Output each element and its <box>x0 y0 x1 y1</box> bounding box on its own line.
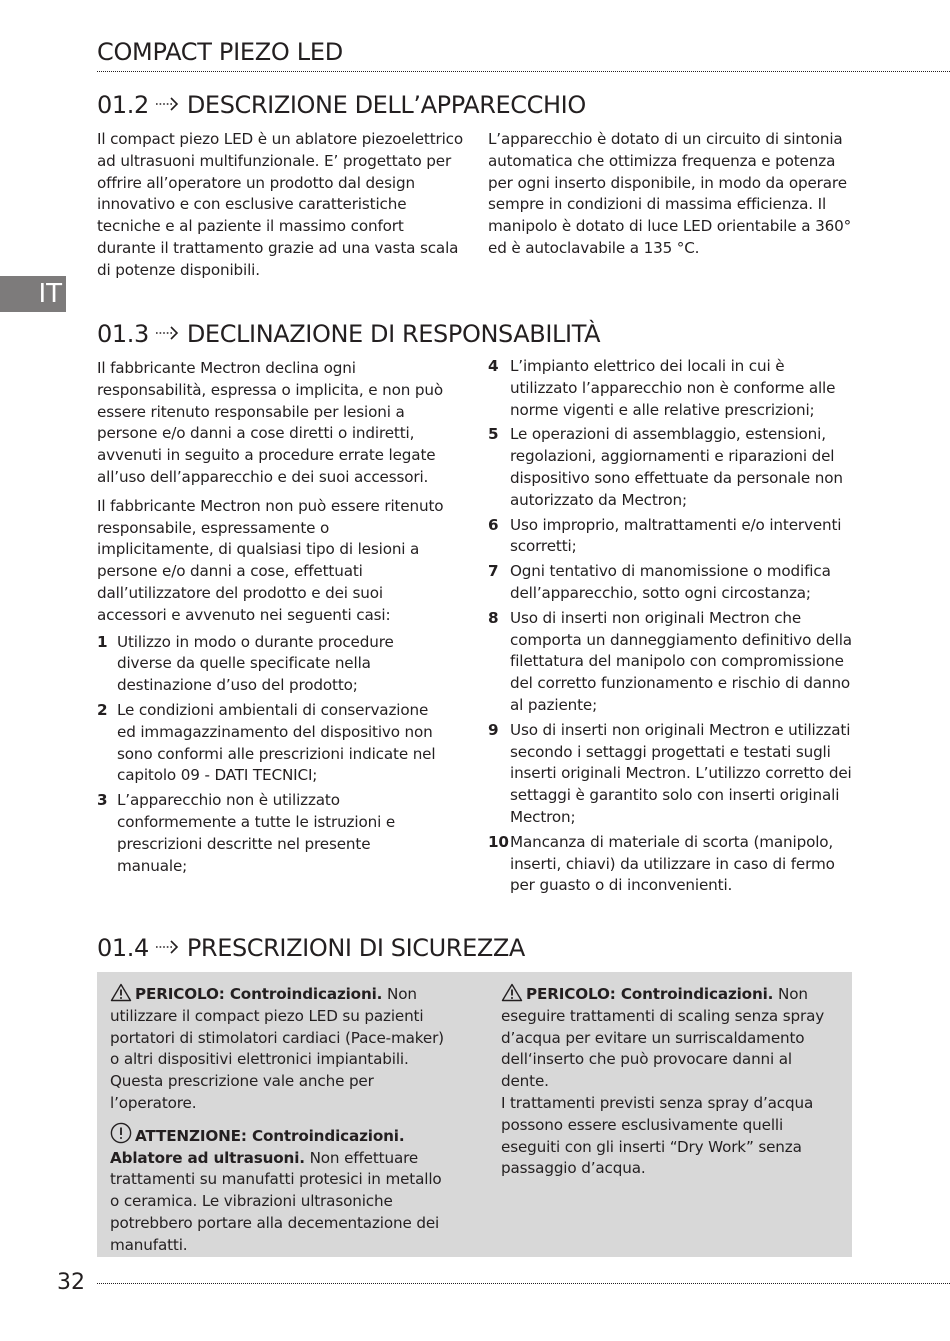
warnings-right-column <box>501 983 841 1180</box>
page-number: 32 <box>57 1270 85 1295</box>
section-number: 01.2 <box>97 91 149 119</box>
list-number: 10 <box>488 832 509 851</box>
list-text: L’apparecchio non è utilizzato conformemente a tutte le istruzioni e prescrizioni descritte nel presente manuale; <box>117 791 396 875</box>
paragraph: L’apparecchio è dotato di un circuito di sintonia automatica che ottimizza frequenza e potenza per ogni inserto disponibile, in modo da operare sempre in condizioni di massima efficienza. Il manipolo è dotato di luce LED orientabile a 360° ed è autoclavabile a 135 °C. <box>488 130 852 257</box>
footer-divider <box>97 1283 950 1284</box>
list-text: Le operazioni di assemblaggio, estensioni, regolazioni, aggiornamenti e riparazioni del dispositivo sono effettuate da personale non autorizzato da Mectron; <box>510 425 843 509</box>
list-number: 5 <box>488 425 499 444</box>
warning-note: I trattamenti previsti senza spray d’acqua possono essere esclusivamente quelli eseguiti con gli inserti “Dry Work” senza passaggio d’acqua. <box>501 1093 814 1178</box>
warning-triangle-icon <box>110 983 132 1002</box>
list-text: Uso di inserti non originali Mectron che comporta un danneggiamento definitivo della filettatura del manipolo con compromissione del corretto funzionamento e rischio di danno al paziente; <box>510 608 852 714</box>
section-heading-01-2 <box>97 89 586 121</box>
list-item <box>488 424 854 511</box>
section-number: 01.4 <box>97 934 149 962</box>
list-text: Uso di inserti non originali Mectron e utilizzati secondo i settaggi progettati e testati sugli inserti originali Mectron. L’utilizzo corretto dei settaggi è garantito solo con inserti originali Mectron; <box>510 720 852 826</box>
list-number: 3 <box>97 791 108 810</box>
paragraph: Il fabbricante Mectron non può essere ritenuto responsabile, espressamente o implicitamente, di qualsiasi tipo di lesioni a persone e/o danni a cose, effettuati dall’utilizzatore del prodotto e dei suoi accessori e avvenuto nei seguenti casi: <box>97 496 444 624</box>
list-item <box>488 608 854 717</box>
warning-label: PERICOLO: Controindicazioni. <box>526 985 774 1003</box>
section-01-3-left-column <box>97 358 445 877</box>
list-item <box>488 356 854 421</box>
danger-warning <box>110 983 450 1115</box>
danger-warning <box>501 983 841 1093</box>
arrow-icon <box>155 939 181 955</box>
section-title: DESCRIZIONE DELL’APPARECCHIO <box>186 91 586 119</box>
list-number: 1 <box>97 632 108 651</box>
caution-warning <box>110 1122 450 1257</box>
document-title: COMPACT PIEZO LED <box>97 38 343 66</box>
section-heading-01-3 <box>97 318 600 350</box>
list-text: Le condizioni ambientali di conservazione ed immagazzinamento del dispositivo non sono conformi alle prescrizioni indicate nel capitolo 09 - DATI TECNICI; <box>117 700 436 785</box>
list-item <box>488 720 854 829</box>
section-title: DECLINAZIONE DI RESPONSABILITÀ <box>186 320 601 348</box>
warnings-left-column <box>110 983 450 1257</box>
paragraph: Il compact piezo LED è un ablatore piezoelettrico ad ultrasuoni multifunzionale. E’ progettato per offrire all’operatore un prodotto dal design innovativo e con esclusive caratteristiche tecniche e al paziente il massimo confort durante il trattamento grazie ad una vasta scala di potenze disponibili. <box>97 130 464 279</box>
section-01-2-right-column <box>488 129 858 260</box>
attention-circle-icon <box>110 1122 132 1144</box>
liability-list-right <box>488 356 854 897</box>
language-tab: IT <box>0 276 66 312</box>
attention-label: ATTENZIONE: Controindicazioni. Ablatore ad ultrasuoni. <box>110 1126 405 1167</box>
list-number: 6 <box>488 515 499 534</box>
section-title: PRESCRIZIONI DI SICUREZZA <box>186 934 525 962</box>
list-item <box>488 561 854 605</box>
list-number: 4 <box>488 357 499 375</box>
list-item <box>488 515 854 559</box>
liability-list-left <box>97 632 445 878</box>
section-01-3-right-column <box>488 356 854 897</box>
warning-label: PERICOLO: Controindicazioni. <box>135 985 383 1003</box>
list-item <box>488 832 854 897</box>
warning-text: Non utilizzare il compact piezo LED su pazienti portatori di stimolatori cardiaci (Pace-maker) o altri dispositivi elettronici impiantabili. Questa prescrizione vale anche per l’operatore. <box>110 985 444 1112</box>
attention-text: Non effettuare trattamenti su manufatti protesici in metallo o ceramica. Le vibrazioni ultrasoniche potrebbero portare alla decementazione dei manufatti. <box>110 1148 442 1254</box>
warning-triangle-icon <box>501 983 523 1002</box>
list-text: Utilizzo in modo o durante procedure diverse da quelle specificate nella destinazione d’uso del prodotto; <box>117 632 394 695</box>
arrow-icon <box>155 96 181 112</box>
header-divider <box>97 71 950 72</box>
list-number: 7 <box>488 562 499 581</box>
list-number: 8 <box>488 608 499 627</box>
list-number: 9 <box>488 720 499 739</box>
list-text: Mancanza di materiale di scorta (manipolo, inserti, chiavi) da utilizzare in caso di fermo per guasto o di inconvenienti. <box>510 832 835 895</box>
list-number: 2 <box>97 700 108 719</box>
list-text: Ogni tentativo di manomissione o modifica dell’apparecchio, sotto ogni circostanza; <box>510 562 831 602</box>
warning-text: Non eseguire trattamenti di scaling senza spray d’acqua per evitare un surriscaldamento dell‘inserto che può provocare danni al dente. <box>501 985 825 1091</box>
list-text: L’impianto elettrico dei locali in cui è utilizzato l’apparecchio non è conforme alle norme vigenti e alle relative prescrizioni; <box>510 357 836 419</box>
paragraph: Il fabbricante Mectron declina ogni responsabilità, espressa o implicita, e non può essere ritenuto responsabile per lesioni a persone e/o danni a cose diretti o indiretti, avvenuti in seguito a procedure errate legate all’uso dell’apparecchio e dei suoi accessori. <box>97 359 444 486</box>
section-heading-01-4 <box>97 932 525 964</box>
list-item <box>97 632 445 697</box>
list-item <box>97 700 445 787</box>
list-item <box>97 790 445 877</box>
list-text: Uso improprio, maltrattamenti e/o interventi scorretti; <box>510 515 842 556</box>
arrow-icon <box>155 325 181 341</box>
section-01-2-left-column <box>97 129 467 282</box>
section-number: 01.3 <box>97 320 149 348</box>
